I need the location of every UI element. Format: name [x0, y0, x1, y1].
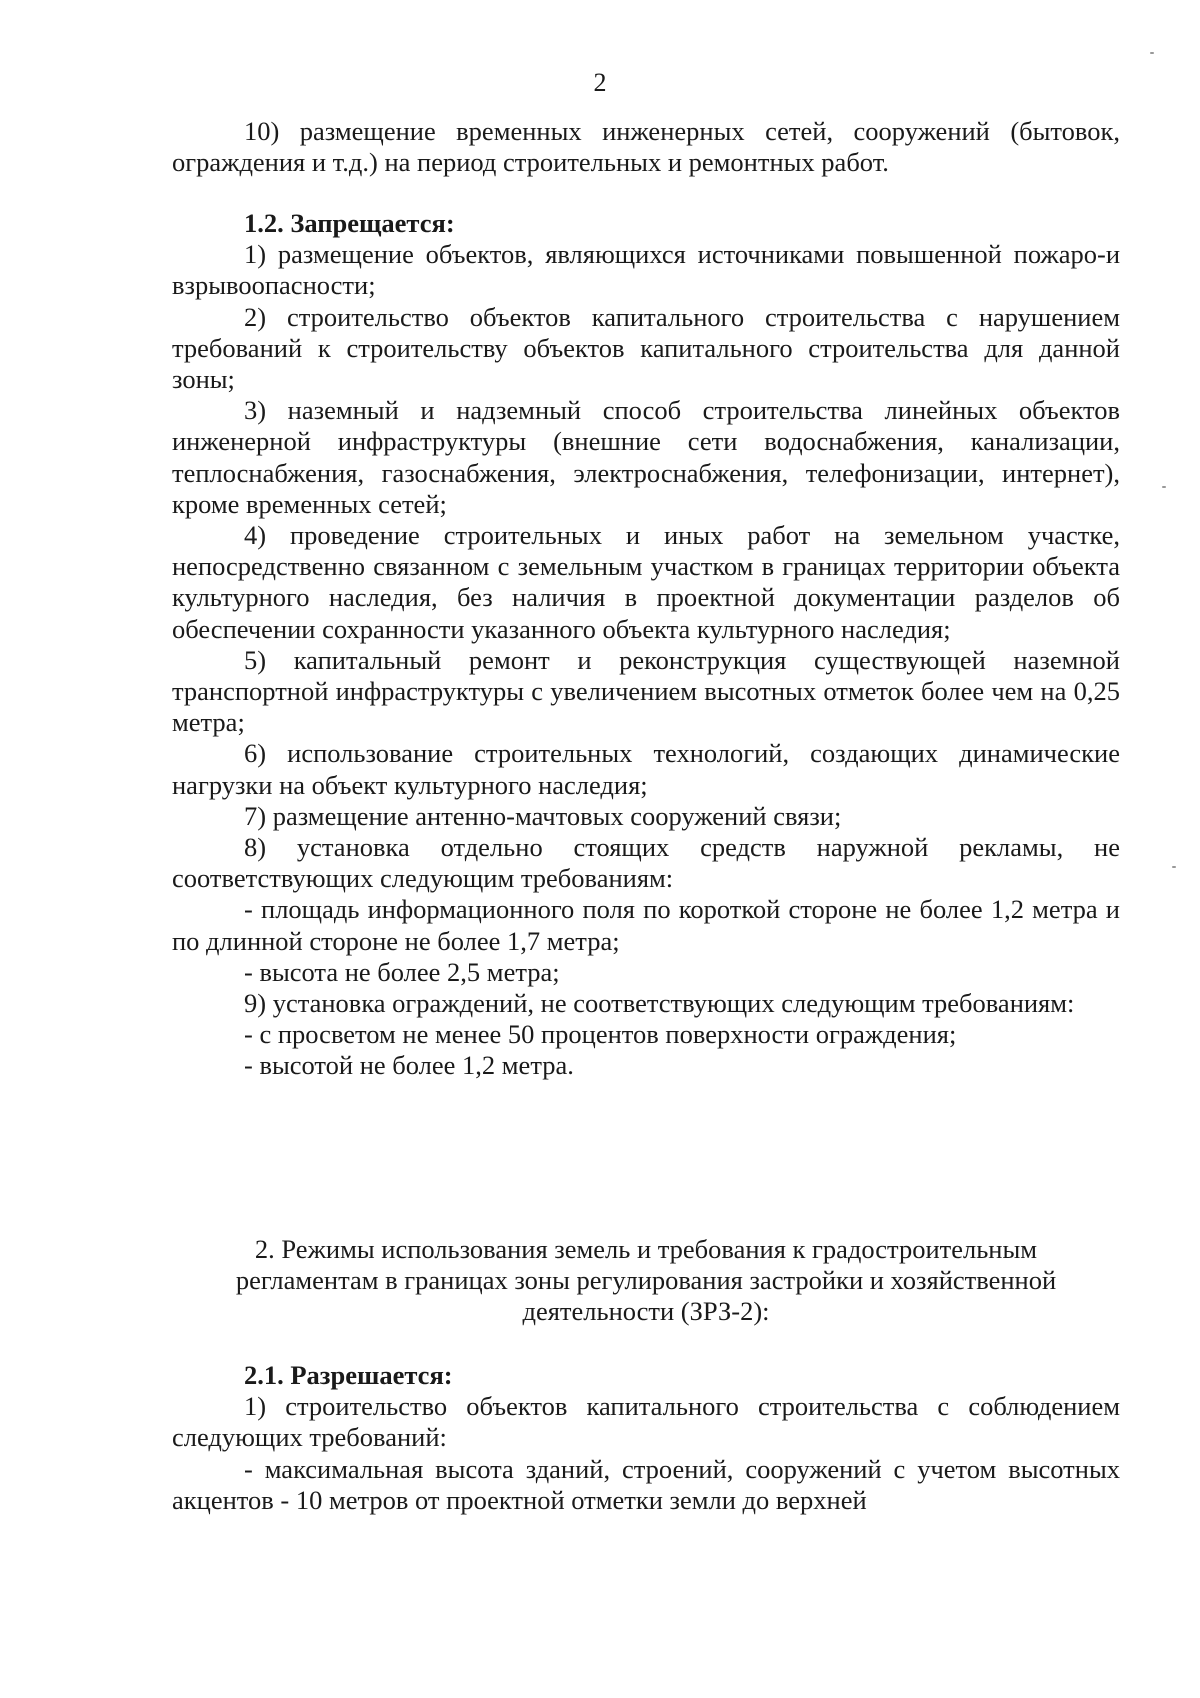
prohibition-item-7: 7) размещение антенно-мачтовых сооружений связи; [244, 800, 842, 831]
prohibition-item-2: 2) строительство объектов капитального строительства с нарушением требований к строительству объектов капитального строительства для данной зоны; [172, 301, 1120, 395]
permission-item-1: 1) строительство объектов капитального строительства с соблюдением следующих требований: [172, 1391, 1120, 1453]
fence-requirement-clearance: - с просветом не менее 50 процентов поверхности ограждения; [244, 1019, 957, 1050]
section-2-1 [172, 1360, 1120, 1516]
intro-item: 10) размещение временных инженерных сетей, сооружений (бытовок, ограждения и т.д.) на период строительных и ремонтных работ. [172, 116, 1120, 178]
advertising-requirement-height: - высота не более 2,5 метра; [244, 956, 560, 987]
scan-speck [1150, 52, 1154, 54]
page-number: 2 [593, 68, 607, 97]
prohibition-item-3: 3) наземный и надземный способ строительства линейных объектов инженерной инфраструктуры (внешние сети водоснабжения, канализации, теплоснабжения, газоснабжения, электроснабжения, телефонизации, интернет), кроме временных сетей; [172, 395, 1120, 519]
prohibition-item-5: 5) капитальный ремонт и реконструкция существующей наземной транспортной инфраструктуры с увеличением высотных отметок более чем на 0,25 метра; [172, 644, 1120, 738]
advertising-requirement-size: - площадь информационного поля по короткой стороне не более 1,2 метра и по длинной стороне не более 1,7 метра; [172, 894, 1120, 956]
section-1-2 [172, 208, 1120, 1082]
prohibition-item-8: 8) установка отдельно стоящих средств наружной рекламы, не соответствующих следующим требованиям: [172, 832, 1120, 894]
section-2-title-line-3: деятельности (ЗРЗ-2): [522, 1296, 770, 1327]
scan-speck [1162, 486, 1166, 488]
fence-requirement-height: - высотой не более 1,2 метра. [244, 1050, 574, 1081]
section-2-title-line-1: 2. Режимы использования земель и требования к градостроительным [254, 1234, 1038, 1264]
section-2-title-line-2: регламентам в границах зоны регулирования застройки и хозяйственной [235, 1265, 1057, 1296]
prohibition-item-6: 6) использование строительных технологий, создающих динамические нагрузки на объект культурного наследия; [172, 738, 1120, 800]
prohibition-item-9: 9) установка ограждений, не соответствующих следующим требованиям: [244, 988, 1075, 1019]
section-1-2-heading: 1.2. Запрещается: [244, 208, 455, 238]
section-2-1-heading: 2.1. Разрешается: [244, 1360, 453, 1390]
prohibition-item-1: 1) размещение объектов, являющихся источниками повышенной пожаро-и взрывоопасности; [172, 239, 1120, 301]
section-2-title [172, 1234, 1120, 1328]
prohibition-item-4: 4) проведение строительных и иных работ на земельном участке, непосредственно связанном с земельным участком в границах территории объекта культурного наследия, без наличия в проектной документации разделов об обеспечении сохранности указанного объекта культурного наследия; [172, 520, 1120, 644]
scan-speck [1172, 866, 1176, 868]
height-requirement: - максимальная высота зданий, строений, сооружений с учетом высотных акцентов - 10 метров от проектной отметки земли до верхней [172, 1453, 1120, 1515]
intro-block [172, 116, 1120, 178]
